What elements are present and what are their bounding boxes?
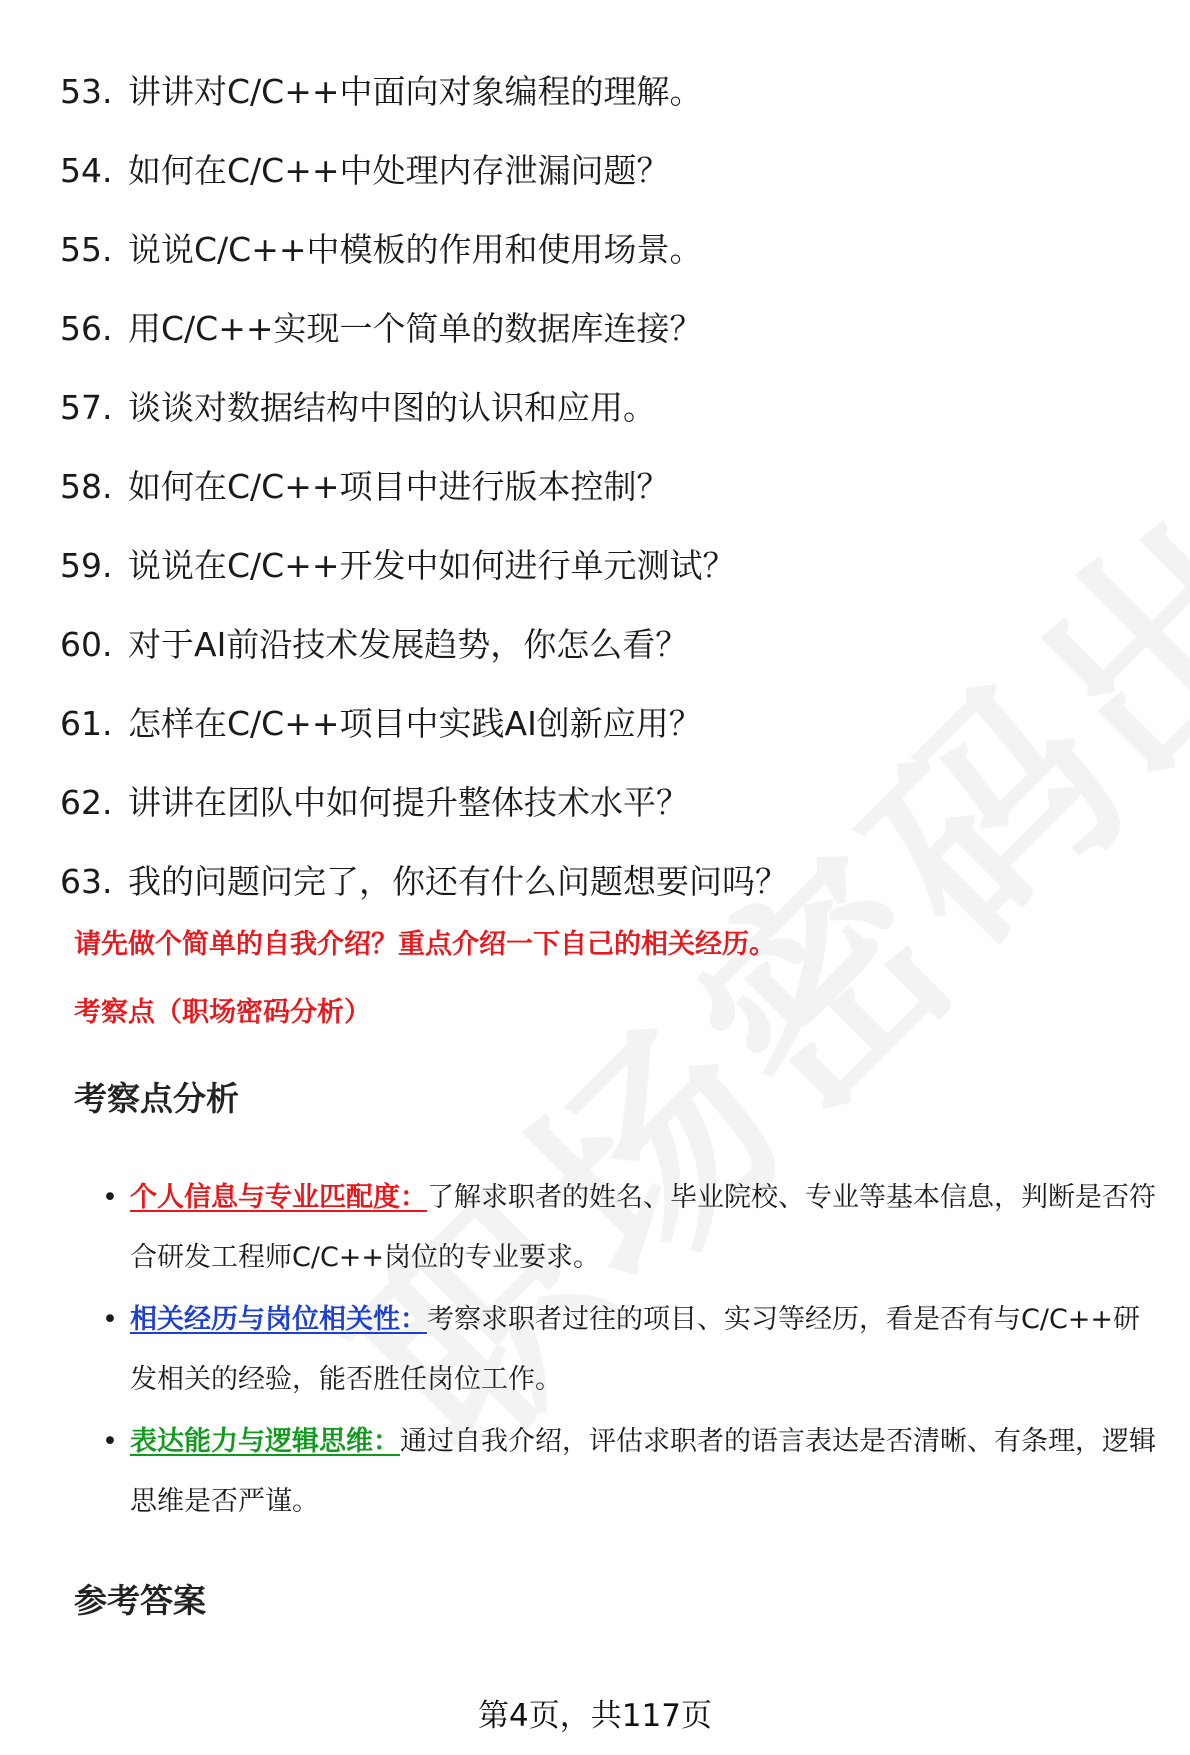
question-number: 55. (60, 229, 113, 269)
question-text: 我的问题问完了，你还有什么问题想要问吗？ (128, 861, 788, 901)
question-number: 53. (60, 71, 113, 111)
analysis-point (102, 1412, 1160, 1532)
question-item (60, 289, 1160, 368)
question-number: 58. (60, 466, 113, 506)
question-text: 如何在C/C++项目中进行版本控制？ (128, 466, 670, 506)
question-item (60, 605, 1160, 684)
point-keyword: 相关经历与岗位相关性： (130, 1304, 427, 1335)
page-footer: 第4页，共117页 (478, 1698, 712, 1734)
question-number: 60. (60, 624, 113, 664)
question-item (60, 368, 1160, 447)
question-list (60, 52, 1160, 921)
question-number: 59. (60, 545, 113, 585)
question-item (60, 684, 1160, 763)
point-keyword: 表达能力与逻辑思维： (130, 1426, 400, 1457)
analysis-point (102, 1168, 1160, 1288)
exam-point-subtitle: 考察点（职场密码分析） (74, 997, 371, 1028)
question-text: 说说C/C++中模板的作用和使用场景。 (128, 229, 703, 269)
question-item (60, 842, 1160, 921)
question-item (60, 52, 1160, 131)
question-number: 54. (60, 150, 113, 190)
question-number: 61. (60, 703, 113, 743)
analysis-points (102, 1168, 1160, 1534)
question-number: 56. (60, 308, 113, 348)
analysis-heading: 考察点分析 (74, 1079, 239, 1118)
question-number: 57. (60, 387, 113, 427)
question-item (60, 763, 1160, 842)
question-text: 讲讲在团队中如何提升整体技术水平？ (128, 782, 689, 822)
analysis-point (102, 1290, 1160, 1410)
point-keyword: 个人信息与专业匹配度： (130, 1182, 427, 1213)
bullet-icon: • (102, 1426, 118, 1457)
featured-question-title: 请先做个简单的自我介绍？重点介绍一下自己的相关经历。 (74, 929, 776, 960)
question-item (60, 131, 1160, 210)
question-number: 63. (60, 861, 113, 901)
question-text: 说说在C/C++开发中如何进行单元测试？ (128, 545, 736, 585)
question-item (60, 447, 1160, 526)
question-text: 谈谈对数据结构中图的认识和应用。 (128, 387, 656, 427)
point-text: 考察求职者过往的项目、实习等经历，看是否有与C/C++研发相关的经验，能否胜任岗位工作。 (130, 1304, 1141, 1395)
point-text: 通过自我介绍，评估求职者的语言表达是否清晰、有条理，逻辑思维是否严谨。 (130, 1426, 1156, 1517)
question-item (60, 210, 1160, 289)
bullet-icon: • (102, 1182, 118, 1213)
question-number: 62. (60, 782, 113, 822)
question-text: 怎样在C/C++项目中实践AI创新应用？ (128, 703, 702, 743)
question-text: 如何在C/C++中处理内存泄漏问题？ (128, 150, 670, 190)
question-text: 对于AI前沿技术发展趋势，你怎么看？ (128, 624, 689, 664)
question-text: 用C/C++实现一个简单的数据库连接？ (128, 308, 703, 348)
question-item (60, 526, 1160, 605)
answer-heading: 参考答案 (74, 1581, 206, 1620)
question-text: 讲讲对C/C++中面向对象编程的理解。 (128, 71, 703, 111)
bullet-icon: • (102, 1304, 118, 1335)
point-text: 了解求职者的姓名、毕业院校、专业等基本信息，判断是否符合研发工程师C/C++岗位的专业要求。 (130, 1182, 1156, 1273)
